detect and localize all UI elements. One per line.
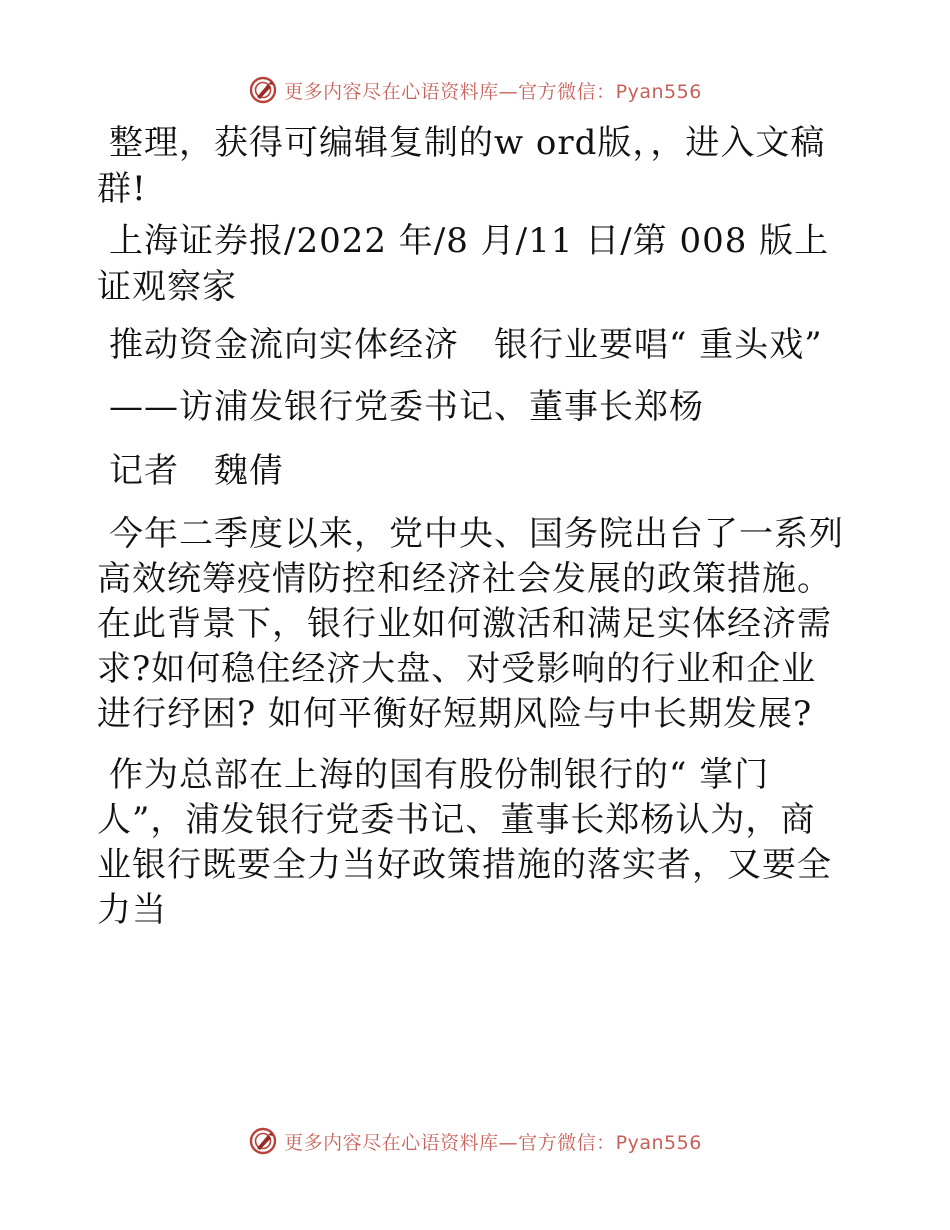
article-subtitle: ——访浦发银行党委书记、董事长郑杨 — [109, 387, 704, 427]
header-banner-text: 更多内容尽在心语资料库—官方微信：Pyan556 — [284, 80, 702, 103]
pen-nib-logo-icon — [248, 75, 278, 105]
footer-banner-text: 更多内容尽在心语资料库—官方微信：Pyan556 — [284, 1131, 702, 1154]
body-paragraph: 今年二季度以来，党中央、国务院出台了一系列高效统筹疫情防控和经济社会发展的政策措施。在此背景下，银行业如何激活和满足实体经济需求?如何稳住经济大盘、对受影响的行业和企业进行纾困? 如何平衡好短期风险与中长期发展? — [97, 514, 844, 734]
byline: 记者 魏倩 — [109, 451, 284, 491]
footer-banner — [0, 1121, 950, 1161]
source-line: 上海证券报/2022 年/8 月/11 日/第 008 版上证观察家 — [97, 221, 830, 307]
intro-text: 整理，获得可编辑复制的w ord版，，进入文稿群! — [97, 123, 826, 209]
document-body — [97, 120, 849, 933]
body-paragraph: 作为总部在上海的国有股份制银行的“ 掌门人”，浦发银行党委书记、董事长郑杨认为，商业银行既要全力当好政策措施的落实者，又要全力当 — [97, 755, 832, 930]
pen-nib-logo-icon — [248, 1126, 278, 1156]
header-banner — [0, 70, 950, 110]
article-headline: 推动资金流向实体经济 银行业要唱“ 重头戏” — [109, 325, 823, 365]
